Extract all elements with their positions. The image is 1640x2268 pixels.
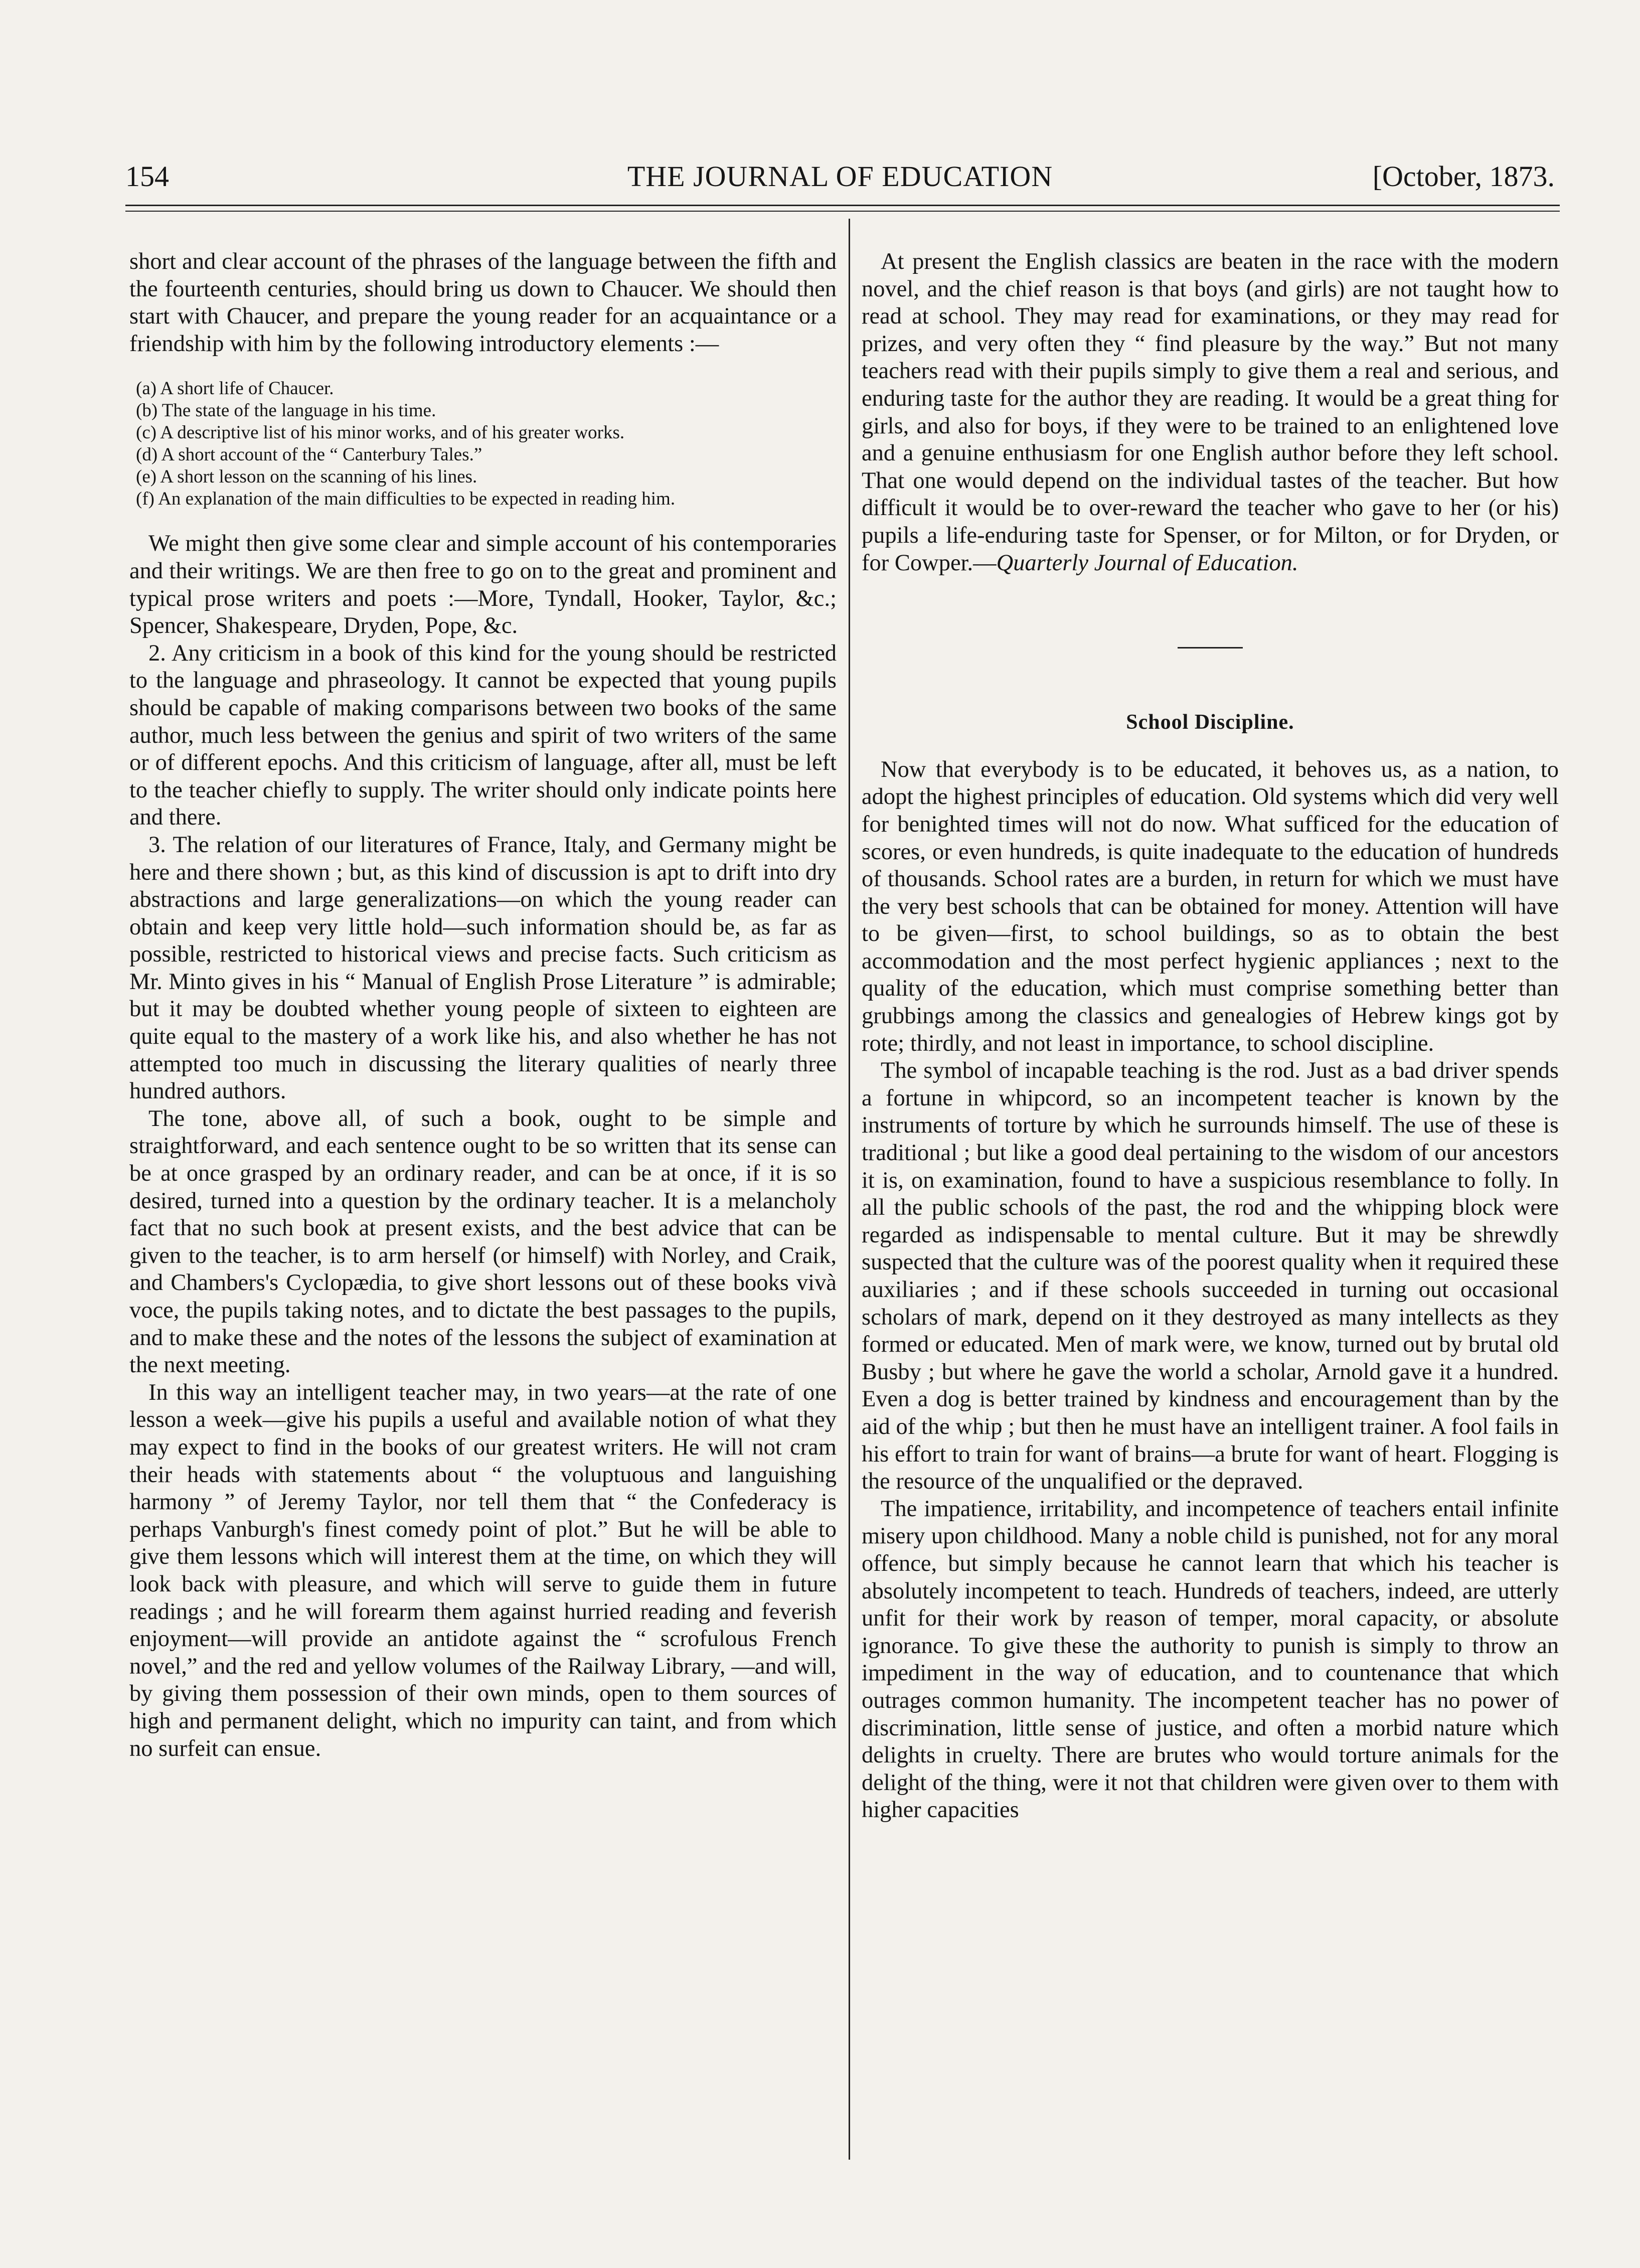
list-item: (b) The state of the language in his time. [136, 400, 436, 421]
body-paragraph: The impatience, irritability, and incompetence of teachers entail infinite misery upon childhood. Many a noble child is punished, not for any moral offence, but simply because he cannot learn that which his teacher is absolutely incompetent to teach. Hundreds of teachers, indeed, are utterly unfit for their work by reason of temper, moral capacity, or absolute ignorance. To give these the authority to punish is simply to throw an impediment in the way of education, and to countenance that which outrages common humanity. The incompetent teacher has no power of discrimination, little sense of justice, and often a morbid nature which delights in cruelty. There are brutes who would torture animals for the delight of the thing, were it not that children were given over to them with higher capacities [862, 1496, 1559, 1823]
body-paragraph: The tone, above all, of such a book, ought to be simple and straightforward, and each sentence ought to be so written that its sense can be at once grasped by an ordinary reader, and can be at once, if it is so desired, turned into a question by the ordinary teacher. It is a melancholy fact that no such book at present exists, and the best advice that can be given to the teacher, is to arm herself (or himself) with Norley, and Craik, and Chambers's Cyclopædia, to give short lessons out of these books vivà voce, the pupils taking notes, and to dictate the best passages to the pupils, and to make these and the notes of the lessons the subject of examination at the next meeting. [129, 1105, 837, 1378]
body-paragraph: Now that everybody is to be educated, it behoves us, as a nation, to adopt the highest principles of education. Old systems which did very well for benighted times will not do now. What sufficed for the education of scores, or even hundreds, is quite inadequate to the education of hundreds of thousands. School rates are a burden, in return for which we must have the very best schools that can be obtained for money. Attention will have to be given—first, to school buildings, so as to obtain the best accommodation and the most perfect hygienic appliances ; next to the quality of the education, which must comprise something better than grubbings among the classics and genealogies of Hebrew kings got by rote; thirdly, and not least in importance, to school discipline. [862, 756, 1559, 1056]
source-citation: Quarterly Journal of Education. [996, 550, 1298, 576]
body-paragraph: The symbol of incapable teaching is the rod. Just as a bad driver spends a fortune in whipcord, so an incompetent teacher is known by the instruments of torture by which he surrounds himself. The use of these is traditional ; but like a good deal pertaining to the wisdom of our ancestors it is, on examination, found to have a suspicious resemblance to folly. In all the public schools of the past, the rod and the whipping block were regarded as indispensable to mental culture. But it may be shrewdly suspected that the culture was of the poorest quality when it required these auxiliaries ; and if these schools succeeded in turning out occasional scholars of mark, depend on it they destroyed as many intellects as they formed or educated. Men of mark were, we know, turned out by brutal old Busby ; but where he gave the world a scholar, Arnold gave it a hundred. Even a dog is better trained by kindness and encouragement than by the aid of the whip ; but then he must have an intelligent trainer. A fool fails in his effort to train for want of brains—a brute for want of heart. Flogging is the resource of the unqualified or the depraved. [862, 1058, 1559, 1495]
body-paragraph: 2. Any criticism in a book of this kind for the young should be restricted to the language and phraseology. It cannot be expected that young pupils should be capable of making comparisons between two books of the same author, much less between the genius and spirit of two writers of the same or of different epochs. And this criticism of language, after all, must be left to the teacher chiefly to supply. The writer should only indicate points here and there. [129, 640, 837, 831]
classics-text: At present the English classics are beaten in the race with the modern novel, and the chief reason is that boys (and girls) are not taught how to read at school. They may read for examinations, or they may read for prizes, and very often they “ find pleasure by the way.” But not many teachers read with their pupils simply to give them a real and serious, and enduring taste for the author they are reading. It would be a great thing for girls, and also for boys, if they were to be trained to an enlightened love and a genuine enthusiasm for one English author before they left school. That one would depend on the individual tastes of the teacher. But how difficult it would be to over-reward the teacher who gave to her (or his) pupils a life-enduring taste for Spenser, or for Milton, or for Dryden, or for Cowper.— [862, 249, 1559, 576]
header-rule [125, 205, 1560, 206]
header-rule-thin [125, 211, 1560, 212]
list-item: (a) A short life of Chaucer. [136, 378, 334, 399]
body-paragraph: In this way an intelligent teacher may, in two years—at the rate of one lesson a week—give his pupils a useful and available notion of what they may expect to find in the books of our greatest writers. He will not cram their heads with statements about “ the voluptuous and languishing harmony ” of Jeremy Taylor, nor tell them that “ the Confederacy is perhaps Vanburgh's finest comedy point of plot.” But he will be able to give them lessons which will interest them at the time, on which they will look back with pleasure, and which will serve to guide them in future readings ; and he will forearm them against hurried reading and feverish enjoyment—will provide an antidote against the “ scrofulous French novel,” and the red and yellow volumes of the Railway Library, —and will, by giving them possession of their own minds, open to them sources of high and permanent delight, which no impurity can taint, and from which no surfeit can ensue. [129, 1379, 837, 1761]
introductory-elements-list [129, 378, 837, 510]
right-column [862, 248, 1559, 1824]
issue-date: [October, 1873. [1372, 160, 1555, 193]
list-item: (f) An explanation of the main difficulties to be expected in reading him. [136, 489, 676, 510]
left-intro-paragraph: short and clear account of the phrases of the language between the fifth and the fourteenth centuries, should bring us down to Chaucer. We should then start with Chaucer, and prepare the young reader for an acquaintance or a friendship with him by the following introductory elements :— [129, 249, 837, 357]
body-paragraph: 3. The relation of our literatures of France, Italy, and Germany might be here and there shown ; but, as this kind of discussion is apt to drift into dry abstractions and large generalizations—on which the young reader can obtain and keep very little hold—such information should be, as far as possible, restricted to historical views and precise facts. Such criticism as Mr. Minto gives in his “ Manual of English Prose Literature ” is admirable; but it may be doubted whether young people of sixteen to eighteen are quite equal to the mastery of a work like his, and also whether he has not attempted too much in discussing the literary qualities of nearly three hundred authors. [129, 832, 837, 1104]
list-item: (e) A short lesson on the scanning of his lines. [136, 466, 477, 488]
body-paragraph: We might then give some clear and simple account of his contemporaries and their writings. We are then free to go on to the great and prominent and typical prose writers and poets :—More, Tyndall, Hooker, Taylor, &c.; Spencer, Shakespeare, Dryden, Pope, &c. [129, 531, 837, 639]
list-item: (d) A short account of the “ Canterbury Tales.” [136, 444, 482, 465]
section-separator [1178, 647, 1243, 649]
classics-paragraph [862, 248, 1559, 577]
page-header [125, 159, 1555, 200]
list-item: (c) A descriptive list of his minor works, and of his greater works. [136, 422, 625, 443]
section-title: School Discipline. [1126, 711, 1294, 734]
column-divider [849, 219, 850, 2160]
left-column [129, 248, 837, 1762]
journal-title: THE JOURNAL OF EDUCATION [627, 160, 1053, 193]
page-number: 154 [125, 160, 169, 193]
